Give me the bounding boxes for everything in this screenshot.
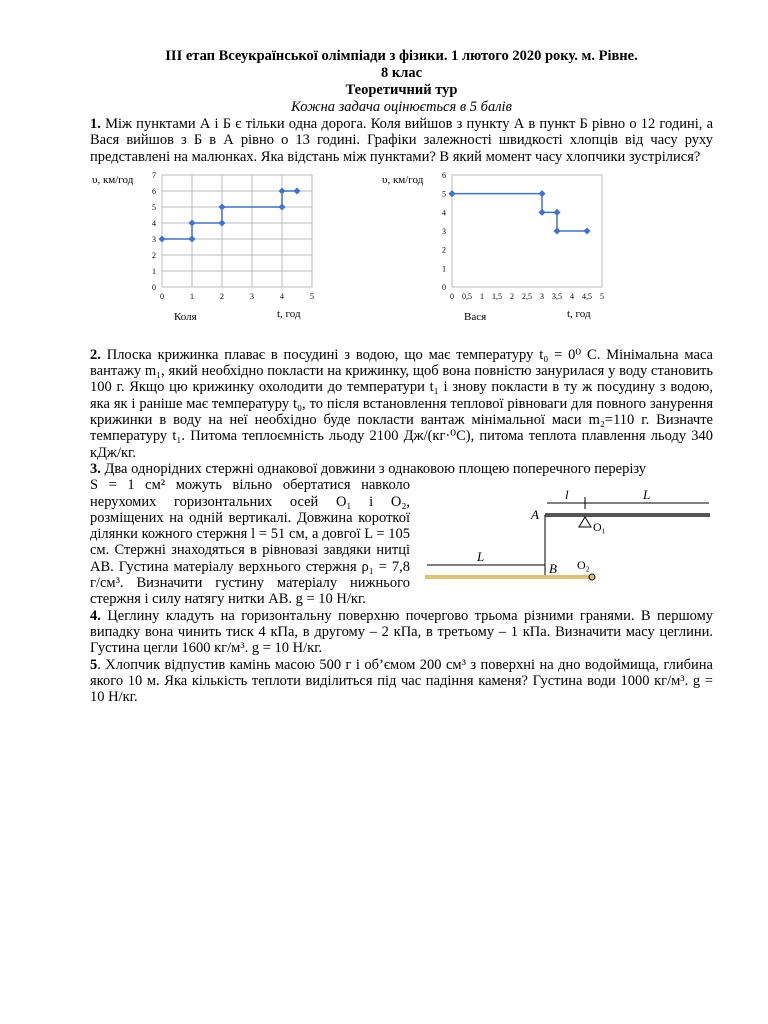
document-page	[90, 48, 713, 705]
x-tick-label: 1	[480, 291, 484, 301]
problem-4	[90, 608, 713, 657]
plot-frame	[162, 175, 312, 287]
problem-5	[90, 657, 713, 706]
label-L-bottom: L	[477, 548, 485, 564]
problem-1-number: 1.	[90, 116, 101, 132]
data-point	[448, 190, 455, 197]
chart-title: Коля	[174, 310, 197, 323]
pivot-o1	[579, 517, 591, 527]
label-B: B	[549, 560, 557, 576]
y-axis-label: υ, км/год	[382, 173, 424, 186]
problem-1	[90, 116, 713, 165]
x-axis-label: t, год	[277, 307, 301, 320]
label-O2: O₂	[577, 557, 590, 572]
document-title: ІІІ етап Всеукраїнської олімпіади з фізики. 1 лютого 2020 року. м. Рівне.	[165, 48, 638, 64]
problem-4-text: Цеглину кладуть на горизонтальну поверхню почергово трьома різними гранями. В першому випадку вона чинить тиск 4 кПа, в другому – 2 кПа, в третьому – 1 кПа. Визначити масу цеглини. Густина цегли 1600 кг/м³. g = 10 Н/кг.	[90, 607, 714, 657]
x-tick-label: 2	[220, 291, 224, 301]
label-L-top: L	[643, 486, 651, 502]
data-point	[553, 227, 560, 234]
x-axis-label: t, год	[567, 307, 591, 320]
data-point	[188, 235, 195, 242]
x-tick-label: 3,5	[552, 291, 562, 301]
y-tick-label: 3	[442, 226, 446, 236]
problem-3-first-line	[90, 461, 713, 477]
grade-label: 8 клас	[380, 65, 423, 81]
x-tick-label: 1,5	[492, 291, 502, 301]
label-l: l	[565, 486, 569, 502]
y-tick-label: 4	[152, 218, 156, 228]
series-line	[452, 194, 587, 231]
y-tick-label: 0	[152, 282, 156, 292]
x-tick-label: 5	[600, 291, 604, 301]
x-tick-label: 3	[540, 291, 544, 301]
y-tick-label: 0	[442, 282, 446, 292]
vasya-speed-chart	[380, 167, 620, 342]
problem-3	[90, 461, 713, 608]
series-line	[162, 191, 297, 239]
problem-1-text: Між пунктами А і Б є тільки одна дорога. Коля вийшов з пункту А в пункт Б рівно о 12 годині, а Вася вийшов з Б в А рівно о 13 годині. Графіки залежності швидкості хлопців від часу руху представлені на малюнках. Яка відстань між пунктами? В який момент часу хлопчики зустрілися?	[90, 116, 713, 165]
problem-2-number: 2.	[90, 346, 101, 363]
data-point	[278, 187, 285, 194]
y-tick-label: 3	[152, 234, 156, 244]
problem-2-text: Плоска крижинка плаває в посудині з водою, що має температуру t₀ = 0⁰ С. Мінімальна маса вантажу m₁, який необхідно покласти на крижинку, щоб вона повністю занурилася у воду становить 100 г. Якщо цю крижинку охолодити до температури t₁ і знову покласти в ту ж посудину з водою, яка як і раніше має температуру t₀, то після встановлення теплової рівноваги для повного занурення крижинки в воду на неї необхідно буде покласти вантаж мінімальної маси m₂=110 г. Визначте температуру t₁. Питома теплоємність льоду 2100 Дж/(кг·⁰С), питома теплота плавлення льоду 340 кДж/кг.	[90, 346, 713, 461]
y-tick-label: 7	[152, 170, 156, 180]
rods-diagram	[425, 481, 715, 591]
y-tick-label: 2	[442, 245, 446, 255]
y-tick-label: 1	[152, 266, 156, 276]
round-label: Теоретичний тур	[345, 82, 458, 98]
problem-2	[90, 347, 713, 461]
problem-1-figures	[90, 167, 713, 345]
x-tick-label: 4,5	[582, 291, 592, 301]
problem-3-number: 3.	[90, 460, 101, 477]
data-point	[538, 209, 545, 216]
y-tick-label: 4	[442, 208, 446, 218]
label-A: A	[531, 506, 539, 522]
y-tick-label: 6	[442, 170, 446, 180]
x-tick-label: 0	[450, 291, 454, 301]
y-tick-label: 2	[152, 250, 156, 260]
x-tick-label: 4	[280, 291, 284, 301]
problem-5-number: 5	[90, 656, 98, 673]
data-point	[158, 235, 165, 242]
data-point	[218, 219, 225, 226]
x-tick-label: 2,5	[522, 291, 532, 301]
data-point	[293, 187, 300, 194]
chart-title: Вася	[464, 310, 487, 323]
scoring-note: Кожна задача оцінюється в 5 балів	[291, 99, 512, 115]
y-tick-label: 5	[442, 189, 446, 199]
x-tick-label: 1	[190, 291, 194, 301]
x-tick-label: 2	[510, 291, 514, 301]
x-tick-label: 5	[310, 291, 314, 301]
data-point	[583, 227, 590, 234]
x-tick-label: 4	[570, 291, 574, 301]
data-point	[278, 203, 285, 210]
data-point	[553, 209, 560, 216]
x-tick-label: 0,5	[462, 291, 472, 301]
problem-4-number: 4.	[90, 607, 101, 624]
kolya-speed-chart	[90, 167, 330, 342]
data-point	[538, 190, 545, 197]
y-tick-label: 1	[442, 264, 446, 274]
x-tick-label: 0	[160, 291, 164, 301]
problem-3-line1: Два однорідних стержні однакової довжини з однаковою площею поперечного перерізу	[104, 460, 647, 477]
y-axis-label: υ, км/год	[92, 173, 134, 186]
y-tick-label: 5	[152, 202, 156, 212]
label-O1: O₁	[593, 519, 606, 534]
data-point	[218, 203, 225, 210]
problem-3-text: S = 1 см² можуть вільно обертатися навколо нерухомих горизонтальних осей О₁ і О₂, розміщених на одній вертикалі. Довжина короткої ділянки кожного стержня l = 51 см, а довгої L = 105 см. Стержні знаходяться в рівновазі завдяки нитці АВ. Густина матеріалу верхнього стержня ρ₁ = 7,8 г/см³. Визначити густину матеріалу нижнього стержня і силу натягу нитки АВ. g = 10 Н/кг.	[90, 477, 410, 608]
y-tick-label: 6	[152, 186, 156, 196]
problem-5-text: . Хлопчик відпустив камінь масою 500 г і об’ємом 200 см³ з поверхні на дно водоймища, глибина якого 10 м. Яка кількість теплоти виділиться під час падіння каменя? Густина води 1000 кг/м³. g = 10 Н/кг.	[90, 656, 713, 706]
x-tick-label: 3	[250, 291, 254, 301]
data-point	[188, 219, 195, 226]
